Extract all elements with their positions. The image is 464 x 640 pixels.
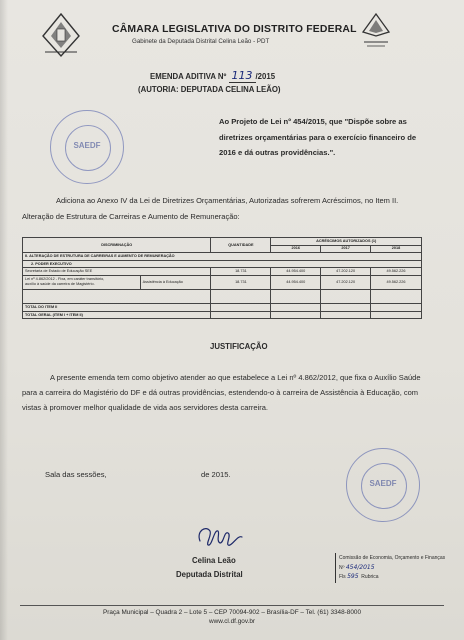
chamber-emblem-icon [361,12,391,52]
row-value-2016: 44.954.400 [271,275,321,289]
footer-address: Praça Municipal – Quadra 2 – Lote 5 – CEP 70094-902 – Brasília-DF – Tel. (61) 3348-8000 [102,609,362,616]
section-label: II. ALTERAÇÃO DE ESTRUTURA DE CARREIRAS E AUMENTO DE REMUNERAÇÃO [23,253,422,261]
subsection-label: 2. PODER EXECUTIVO [23,260,422,268]
justification-body: A presente emenda tem como objetivo atender ao que estabelece a Lei nº 4.862/2012, que fixa o Auxílio Saúde para a carreira do Magistério do DF e dá outras providências, estendendo-o à carreira de Assistência à Educação, com vistas à promover melhor qualidade de vida aos servidores desta carreira. [22,373,421,412]
committee-number-label: Nº [339,565,345,571]
row-value-2018: 49.562.226 [371,268,422,276]
row-description-line1: Lei nº 4.862/2012 - Fixa, em caráter transitório, [25,277,105,282]
row-description-line2: auxílio à saúde da carreira de Magistério. [25,282,95,287]
row-value-2017: 47.202.120 [321,275,371,289]
header-discriminacao: DISCRIMINAÇÃO [23,238,211,253]
header-acrescimos: ACRÉSCIMOS AUTORIZADOS (1) [271,238,422,246]
signatory-name: Celina Leão [192,556,236,565]
institution-title: CÂMARA LEGISLATIVA DO DISTRITO FEDERAL [112,24,357,35]
date-line: de 2015. [201,470,231,479]
coat-of-arms-icon [41,12,81,58]
justification-title: JUSTIFICAÇÃO [210,342,268,351]
table-empty-row [23,289,422,304]
header-year: 2017 [321,245,371,253]
footer-website: www.cl.df.gov.br [208,618,256,625]
row-career: Assistência à Educação [140,275,211,289]
stamp-label: SAEDF [369,479,397,488]
header-quantidade: QUANTIDADE [211,238,271,253]
page-shadow [0,0,8,640]
intro-paragraph: Adiciona ao Anexo IV da Lei de Diretrizes Orçamentárias, Autorizadas sofrerem Acréscimos, no Item II. Alteração de Estrutura de Carreiras e Aumento de Remuneração: [22,196,399,221]
table-header-row [23,238,422,246]
amendment-number: 113 [229,69,256,83]
row-value-2017: 47.202.120 [321,268,371,276]
stamp-label: SAEDF [73,141,101,150]
office-subtitle: Gabinete da Deputada Distrital Celina Leão - PDT [132,38,270,45]
table-subsection-row [23,260,422,268]
signatory-role: Deputada Distrital [176,570,243,579]
committee-folio-line [339,573,379,580]
bill-reference: Ao Projeto de Lei nº 454/2015, que "Dispõe sobre as diretrizes orçamentárias para o exercício financeiro de 2016 e dá outras providências.". [219,117,417,157]
table-row [23,268,422,276]
budget-table [22,237,422,319]
folio-label: Fls [339,574,346,580]
authorship-line: (AUTORIA: DEPUTADA CELINA LEÃO) [138,85,281,94]
row-description [23,275,141,289]
folio-value: 595 [347,573,359,580]
amendment-heading [150,69,275,82]
union-stamp-bottom [346,448,420,522]
total-item-label: TOTAL DO ITEM II [23,304,211,312]
committee-number-line [339,564,375,571]
table-total-geral-row [23,311,422,319]
amendment-label: EMENDA ADITIVA Nº [150,72,227,81]
table-section-row [23,253,422,261]
header-year: 2018 [371,245,422,253]
row-description: Secretaria de Estado de Educação SEE [23,268,211,276]
footer-divider [20,605,444,606]
row-value-2018: 49.562.226 [371,275,422,289]
committee-title: Comissão de Economia, Orçamento e Finanças [339,555,446,561]
table-row [23,275,422,289]
amendment-year: /2015 [255,72,276,81]
signature-scribble [194,521,246,551]
row-quantity: 18.731 [211,275,271,289]
rubrica-label: Rubrica [361,574,379,580]
table-total-item-row [23,304,422,312]
committee-receipt-stamp [335,553,464,583]
union-stamp-top [50,110,124,184]
session-room-label: Sala das sessões, [45,470,107,479]
total-geral-label: TOTAL GERAL (ITEM I + ITEM II) [23,311,211,319]
header-year: 2016 [271,245,321,253]
committee-number-value: 454/2015 [345,564,375,571]
row-value-2016: 44.954.400 [271,268,321,276]
row-quantity: 18.731 [211,268,271,276]
